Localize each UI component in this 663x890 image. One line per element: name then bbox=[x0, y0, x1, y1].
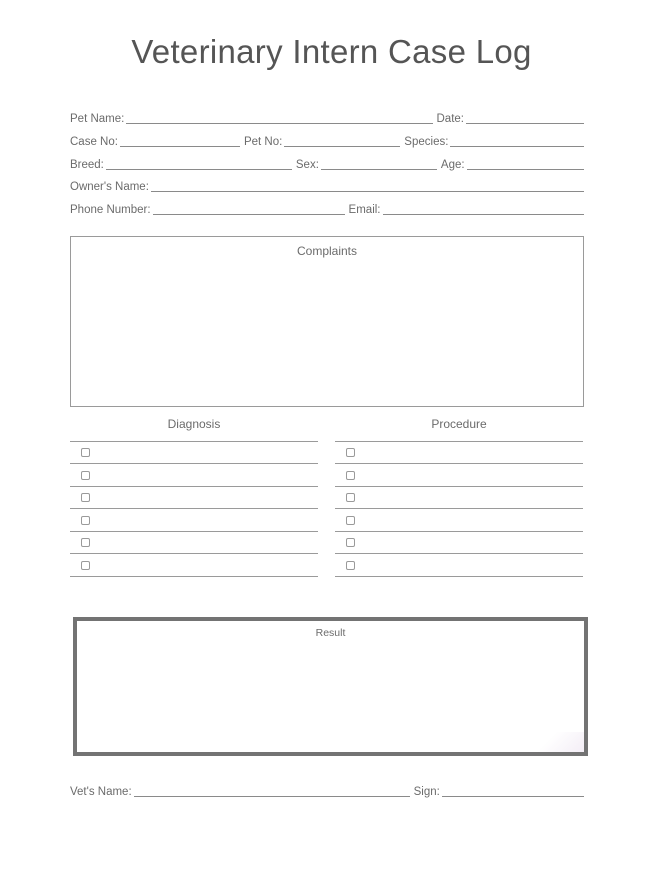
diagnosis-checkbox[interactable] bbox=[81, 448, 90, 457]
species-label: Species: bbox=[404, 136, 449, 148]
diagnosis-checkbox[interactable] bbox=[81, 538, 90, 547]
form-row-signoff bbox=[70, 783, 584, 799]
date-field[interactable] bbox=[466, 123, 584, 124]
diagnosis-row bbox=[70, 510, 318, 532]
procedure-row bbox=[335, 555, 583, 577]
diagnosis-checkbox[interactable] bbox=[81, 471, 90, 480]
breed-label: Breed: bbox=[70, 159, 104, 171]
procedure-row bbox=[335, 442, 583, 464]
procedure-checkbox[interactable] bbox=[346, 538, 355, 547]
owners-name-field[interactable] bbox=[151, 191, 584, 192]
breed-field[interactable] bbox=[106, 169, 292, 170]
pet-no-label: Pet No: bbox=[243, 136, 283, 148]
complaints-box[interactable] bbox=[70, 236, 584, 407]
diagnosis-row bbox=[70, 465, 318, 487]
phone-number-label: Phone Number: bbox=[70, 204, 151, 216]
diagnosis-row bbox=[70, 555, 318, 577]
species-field[interactable] bbox=[450, 146, 584, 147]
procedure-checkbox[interactable] bbox=[346, 493, 355, 502]
result-tint bbox=[524, 732, 584, 752]
procedure-row bbox=[335, 487, 583, 509]
procedure-row-top-rule bbox=[335, 441, 583, 442]
form-row-owner bbox=[70, 178, 584, 194]
form-row-breed bbox=[70, 156, 584, 172]
form-row-pet-name bbox=[70, 110, 584, 126]
diagnosis-row bbox=[70, 532, 318, 554]
pet-name-field[interactable] bbox=[126, 123, 432, 124]
procedure-checkbox[interactable] bbox=[346, 561, 355, 570]
diagnosis-checkbox[interactable] bbox=[81, 516, 90, 525]
complaints-heading: Complaints bbox=[296, 244, 358, 258]
form-row-case bbox=[70, 133, 584, 149]
diagnosis-row-top-rule bbox=[70, 441, 318, 442]
owners-name-label: Owner's Name: bbox=[70, 181, 149, 193]
case-no-label: Case No: bbox=[70, 136, 118, 148]
page-title: Veterinary Intern Case Log bbox=[131, 33, 532, 70]
sex-field[interactable] bbox=[321, 169, 437, 170]
procedure-checkbox[interactable] bbox=[346, 448, 355, 457]
form-row-contact bbox=[70, 201, 584, 217]
diagnosis-checkbox[interactable] bbox=[81, 561, 90, 570]
email-field[interactable] bbox=[383, 214, 585, 215]
date-label: Date: bbox=[436, 113, 464, 125]
procedure-row bbox=[335, 532, 583, 554]
diagnosis-row-rule[interactable] bbox=[70, 576, 318, 577]
procedure-row bbox=[335, 510, 583, 532]
sex-label: Sex: bbox=[295, 159, 319, 171]
phone-number-field[interactable] bbox=[153, 214, 345, 215]
sign-field[interactable] bbox=[442, 796, 584, 797]
age-field[interactable] bbox=[467, 169, 584, 170]
pet-no-field[interactable] bbox=[284, 146, 400, 147]
procedure-heading: Procedure bbox=[431, 417, 487, 431]
procedure-checkbox[interactable] bbox=[346, 471, 355, 480]
procedure-row-rule[interactable] bbox=[335, 576, 583, 577]
email-label: Email: bbox=[348, 204, 381, 216]
sign-label: Sign: bbox=[413, 786, 440, 798]
vets-name-field[interactable] bbox=[134, 796, 410, 797]
case-no-field[interactable] bbox=[120, 146, 240, 147]
vets-name-label: Vet's Name: bbox=[70, 786, 132, 798]
pet-name-label: Pet Name: bbox=[70, 113, 125, 125]
diagnosis-row bbox=[70, 442, 318, 464]
diagnosis-row bbox=[70, 487, 318, 509]
age-label: Age: bbox=[440, 159, 465, 171]
diagnosis-checkbox[interactable] bbox=[81, 493, 90, 502]
result-heading: Result bbox=[315, 627, 346, 639]
procedure-row bbox=[335, 465, 583, 487]
diagnosis-heading: Diagnosis bbox=[167, 417, 221, 431]
result-box[interactable] bbox=[73, 617, 588, 756]
procedure-checkbox[interactable] bbox=[346, 516, 355, 525]
